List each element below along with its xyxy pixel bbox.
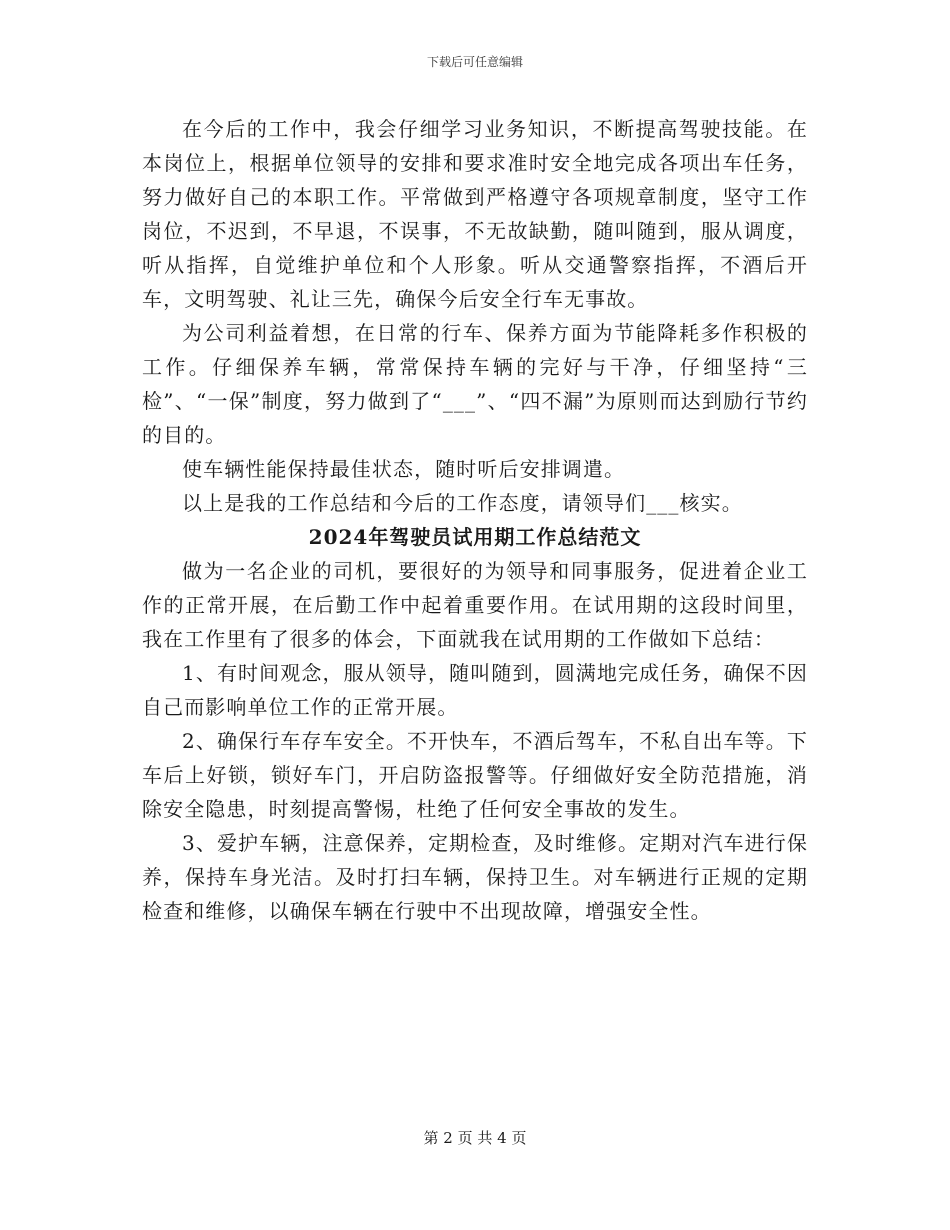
document-body: [142, 112, 808, 928]
paragraph: 为公司利益着想，在日常的行车、保养方面为节能降耗多作积极的工作。仔细保养车辆，常常保持车辆的完好与干净，仔细坚持“三检”、“一保”制度，努力做到了“___”、“四不漏”为原则而达到励行节约的目的。: [142, 321, 808, 447]
page-header: 下载后可任意编辑: [426, 55, 523, 69]
paragraph: 以上是我的工作总结和今后的工作态度，请领导们___核实。: [182, 491, 743, 515]
paragraph: 3、爱护车辆，注意保养，定期检查，及时维修。定期对汽车进行保养，保持车身光洁。及时打扫车辆，保持卫生。对车辆进行正规的定期检查和维修，以确保车辆在行驶中不出现故障，增强安全性。: [142, 831, 808, 923]
page-number: 第 2 页 共 4 页: [423, 1129, 527, 1147]
paragraph: 使车辆性能保持最佳状态，随时听后安排调遣。: [182, 457, 626, 481]
paragraph: 2、确保行车存车安全。不开快车，不酒后驾车，不私自出车等。下车后上好锁，锁好车门，开启防盗报警等。仔细做好安全防范措施，消除安全隐患，时刻提高警惕，杜绝了任何安全事故的发生。: [142, 729, 808, 821]
section-title: 2024年驾驶员试用期工作总结范文: [308, 525, 642, 549]
paragraph: 在今后的工作中，我会仔细学习业务知识，不断提高驾驶技能。在本岗位上，根据单位领导的安排和要求准时安全地完成各项出车任务，努力做好自己的本职工作。平常做到严格遵守各项规章制度，坚守工作岗位，不迟到，不早退，不误事，不无故缺勤，随叫随到，服从调度，听从指挥，自觉维护单位和个人形象。听从交通警察指挥，不酒后开车，文明驾驶、礼让三先，确保今后安全行车无事故。: [142, 117, 808, 311]
paragraph: 做为一名企业的司机，要很好的为领导和同事服务，促进着企业工作的正常开展，在后勤工作中起着重要作用。在试用期的这段时间里，我在工作里有了很多的体会，下面就我在试用期的工作做如下总结：: [142, 559, 808, 651]
paragraph: 1、有时间观念，服从领导，随叫随到，圆满地完成任务，确保不因自己而影响单位工作的正常开展。: [142, 661, 808, 719]
